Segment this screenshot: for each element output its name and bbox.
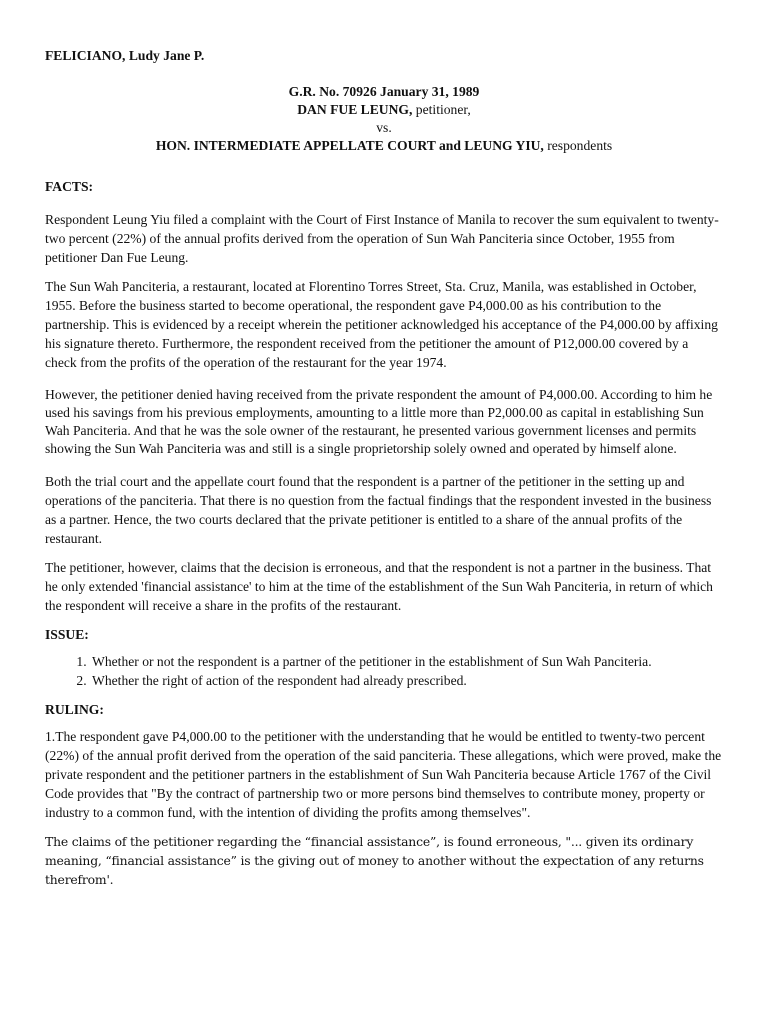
respondent-role: respondents — [543, 138, 613, 153]
ruling-paragraph: 1.The respondent gave P4,000.00 to the petitioner with the understanding that he would be entitled to twenty-two percent (22%) of the annual profit derived from the operation of the said panciteria. These allegations, which were proved, make the private respondent and the petitioner partners in the establishment of Sun Wah Panciteria because Article 1767 of the Civil Code provides that "By the contract of partnership two or more persons bind themselves to contribute money, property or industry to a common fund, with the intention of dividing the profits among themselves". — [45, 729, 722, 820]
facts-paragraph: The petitioner, however, claims that the decision is erroneous, and that the respondent is not a partner in the business. That he only extended 'financial assistance' to him at the time of the establishment of the Sun Wah Panciteria, in return of which the respondent will receive a share in the profits of the restaurant. — [45, 560, 713, 613]
document-page — [45, 46, 723, 899]
case-number: G.R. No. 70926 January 31, 1989 — [288, 84, 480, 99]
facts-heading: FACTS: — [45, 179, 94, 194]
petitioner-name: DAN FUE LEUNG, — [297, 102, 413, 117]
facts-paragraph: Both the trial court and the appellate court found that the respondent is a partner of the petitioner in the setting up and operations of the panciteria. That there is no question from the factual findings that the respondent invested in the business as a partner. Hence, the two courts declared that the private petitioner is entitled to a share of the annual profits of the restaurant. — [45, 474, 712, 546]
issue-heading: ISSUE: — [45, 627, 89, 642]
facts-paragraph: However, the petitioner denied having received from the private respondent the amount of P4,000.00. According to him he used his savings from his previous employments, amounting to a little more than P2,000.00 as capital in establishing Sun Wah Panciteria. And that he was the sole owner of the restaurant, he presented various government licenses and permits showing the Sun Wah Panciteria was and still is a single proprietorship solely owned and operated by himself alone. — [45, 387, 713, 456]
issue-item: 1. Whether or not the respondent is a partner of the petitioner in the establishment of Sun Wah Panciteria. — [90, 652, 723, 671]
facts-paragraph: The Sun Wah Panciteria, a restaurant, located at Florentino Torres Street, Sta. Cruz, Manila, was established in October, 1955. Before the business started to become operational, the respondent gave P4,000.00 as his contribution to the partnership. This is evidenced by a receipt wherein the petitioner acknowledged his acceptance of the P4,000.00 by affixing his signature thereto. Furthermore, the respondent received from the petitioner the amount of P12,000.00 covered by a check from the profits of the operation of the restaurant for the year 1974. — [45, 279, 718, 370]
ruling-heading: RULING: — [45, 702, 104, 717]
facts-paragraph: Respondent Leung Yiu filed a complaint with the Court of First Instance of Manila to recover the sum equivalent to twenty-two percent (22%) of the annual profits derived from the operation of Sun Wah Panciteria since October, 1955 from petitioner Dan Fue Leung. — [45, 212, 719, 265]
petitioner-role: petitioner, — [412, 102, 471, 117]
respondent-names: HON. INTERMEDIATE APPELLATE COURT and LEUNG YIU, — [155, 138, 544, 153]
versus-text: vs. — [376, 120, 392, 135]
ruling-paragraph: The claims of the petitioner regarding the “financial assistance”, is found erroneous, "... given its ordinary meaning, “financial assistance” is the giving out of money to another without the expectation of any returns therefrom'. — [45, 834, 704, 887]
case-header — [45, 83, 723, 155]
author-name: FELICIANO, Ludy Jane P. — [45, 48, 205, 63]
issue-item: 2. Whether the right of action of the respondent had already prescribed. — [90, 671, 723, 690]
issue-list — [45, 652, 723, 690]
petitioner-line — [45, 101, 723, 119]
respondent-line — [45, 137, 723, 155]
